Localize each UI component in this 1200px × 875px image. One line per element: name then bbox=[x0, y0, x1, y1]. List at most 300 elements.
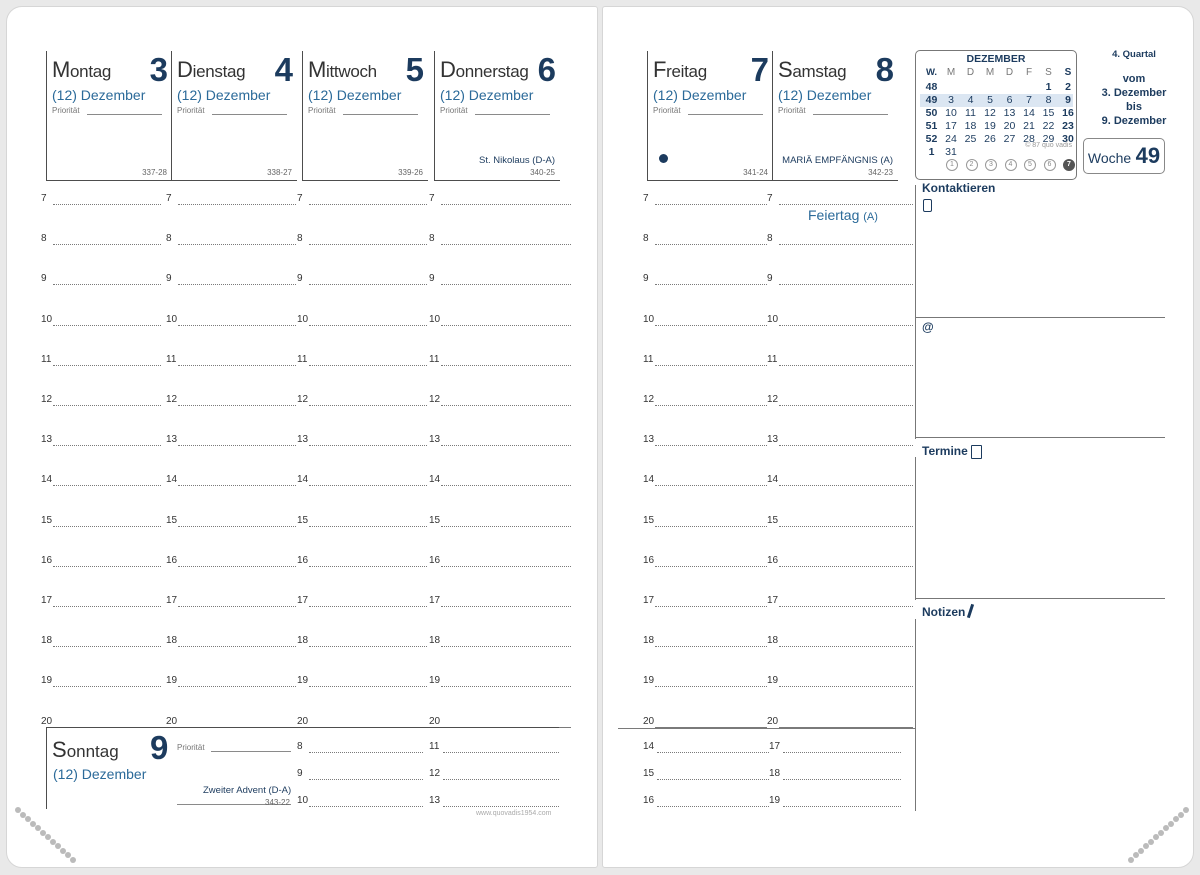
hour-line[interactable] bbox=[779, 526, 913, 527]
hour-line[interactable] bbox=[655, 606, 767, 607]
hour-line[interactable] bbox=[441, 365, 571, 366]
hour-line[interactable] bbox=[309, 566, 427, 567]
decoration-dot bbox=[1173, 816, 1179, 822]
hour-line[interactable] bbox=[178, 646, 296, 647]
hour-line[interactable] bbox=[309, 405, 427, 406]
hour-line[interactable] bbox=[53, 526, 161, 527]
hour-label: 9 bbox=[297, 768, 303, 779]
decoration-dot bbox=[1163, 825, 1169, 831]
hour-line[interactable] bbox=[657, 806, 769, 807]
sunday-priority-label: Priorität bbox=[177, 743, 205, 752]
hour-label: 10 bbox=[297, 795, 309, 806]
hour-label: 20 bbox=[429, 715, 441, 727]
hour-label: 13 bbox=[429, 434, 441, 446]
hour-line[interactable] bbox=[779, 244, 913, 245]
hour-line[interactable] bbox=[441, 606, 571, 607]
calendar-day[interactable]: 25 bbox=[964, 133, 977, 145]
hour-line[interactable] bbox=[657, 779, 769, 780]
hour-label: 14 bbox=[643, 741, 655, 752]
week-number-cell: 51 bbox=[925, 120, 938, 132]
hour-line[interactable] bbox=[309, 325, 427, 326]
weekday-circle[interactable]: 4 bbox=[1005, 159, 1017, 171]
hour-line[interactable] bbox=[309, 779, 423, 780]
calendar-day[interactable]: 12 bbox=[984, 107, 996, 119]
day-code: 337-28 bbox=[142, 168, 167, 177]
hour-label: 8 bbox=[297, 741, 303, 752]
day-name bbox=[778, 57, 846, 83]
hour-label: 7 bbox=[41, 193, 47, 204]
hour-line[interactable] bbox=[779, 284, 913, 285]
decoration-dot bbox=[1138, 848, 1144, 854]
day-month: (12) Dezember bbox=[177, 87, 271, 103]
hour-label: 11 bbox=[41, 353, 52, 365]
hour-label: 18 bbox=[41, 635, 53, 647]
weekday-circle[interactable]: 5 bbox=[1024, 159, 1036, 171]
hour-label: 10 bbox=[643, 313, 655, 325]
hour-label: 15 bbox=[767, 514, 779, 526]
day-name-initial: F bbox=[653, 57, 667, 82]
hour-label: 12 bbox=[166, 394, 178, 405]
sunday-left-rule bbox=[46, 727, 47, 809]
hour-line[interactable] bbox=[441, 646, 571, 647]
day-name-initial: D bbox=[177, 57, 193, 82]
hour-line[interactable] bbox=[178, 405, 296, 406]
hour-label: 17 bbox=[643, 595, 655, 606]
hour-label: 15 bbox=[643, 514, 655, 526]
hour-line[interactable] bbox=[441, 566, 571, 567]
decoration-dot bbox=[1158, 830, 1164, 836]
day-name-initial: M bbox=[52, 57, 71, 82]
hour-label: 12 bbox=[297, 394, 309, 405]
hour-label: 9 bbox=[41, 273, 47, 285]
hour-line[interactable] bbox=[441, 526, 571, 527]
decoration-dot bbox=[1133, 852, 1139, 858]
hour-line[interactable] bbox=[783, 779, 901, 780]
week-number-cell: 48 bbox=[925, 81, 938, 93]
day-number: 3 bbox=[149, 51, 168, 88]
hour-label: 18 bbox=[429, 635, 441, 647]
calendar-day[interactable]: 11 bbox=[965, 107, 976, 119]
hour-line[interactable] bbox=[779, 405, 913, 406]
priority-label: Priorität bbox=[778, 106, 806, 115]
calendar-day[interactable]: 15 bbox=[1042, 107, 1055, 119]
hour-line[interactable] bbox=[655, 526, 767, 527]
hour-label: 18 bbox=[643, 635, 655, 647]
hour-line[interactable] bbox=[53, 606, 161, 607]
hour-label: 8 bbox=[429, 233, 435, 245]
hour-line[interactable] bbox=[53, 244, 161, 245]
week-col-header: W. bbox=[925, 67, 938, 78]
day-number: 6 bbox=[537, 51, 556, 88]
hour-line[interactable] bbox=[441, 204, 571, 205]
hour-line[interactable] bbox=[178, 204, 296, 205]
calendar-day[interactable]: 20 bbox=[1003, 120, 1016, 132]
contact-section bbox=[915, 185, 1166, 439]
day-month: (12) Dezember bbox=[308, 87, 402, 103]
hour-line[interactable] bbox=[309, 526, 427, 527]
hour-label: 14 bbox=[767, 474, 779, 486]
hour-line[interactable] bbox=[441, 405, 571, 406]
day-number: 8 bbox=[875, 51, 894, 88]
hour-label: 19 bbox=[41, 675, 53, 687]
hour-label: 10 bbox=[297, 313, 309, 325]
hour-label: 7 bbox=[166, 193, 172, 204]
hour-label: 13 bbox=[643, 434, 655, 446]
hour-label: 16 bbox=[297, 554, 309, 566]
day-number: 4 bbox=[274, 51, 293, 88]
hour-line[interactable] bbox=[779, 485, 913, 486]
hour-line[interactable] bbox=[655, 445, 767, 446]
weekday-circle[interactable]: 2 bbox=[966, 159, 978, 171]
hour-line[interactable] bbox=[53, 686, 161, 687]
hour-line[interactable] bbox=[655, 204, 767, 205]
hour-label: 9 bbox=[166, 273, 172, 285]
sunday-holiday: Zweiter Advent (D-A) bbox=[203, 785, 292, 796]
sunday-month: (12) Dezember bbox=[53, 766, 147, 782]
priority-label: Priorität bbox=[653, 106, 681, 115]
calendar-day[interactable]: 18 bbox=[964, 120, 977, 132]
hour-line[interactable] bbox=[443, 779, 559, 780]
hour-label: 12 bbox=[643, 394, 655, 405]
hour-label: 14 bbox=[166, 474, 178, 486]
hour-label: 9 bbox=[643, 273, 649, 285]
day-code: 340-25 bbox=[530, 168, 555, 177]
hour-line[interactable] bbox=[655, 244, 767, 245]
hour-line[interactable] bbox=[779, 686, 913, 687]
hour-label: 17 bbox=[297, 595, 309, 606]
left-page bbox=[6, 6, 598, 868]
weekday-header: F bbox=[1025, 67, 1033, 78]
hour-line[interactable] bbox=[178, 566, 296, 567]
hour-line[interactable] bbox=[783, 806, 901, 807]
hour-label: 16 bbox=[41, 554, 53, 566]
calendar-day[interactable]: 2 bbox=[1065, 81, 1071, 93]
hour-line[interactable] bbox=[655, 325, 767, 326]
hour-label: 20 bbox=[41, 715, 53, 727]
priority-line bbox=[212, 114, 287, 115]
calendar-day[interactable]: 1 bbox=[1045, 81, 1052, 93]
footer-url: www.quovadis1954.com bbox=[476, 810, 552, 817]
hour-line[interactable] bbox=[178, 445, 296, 446]
hour-line[interactable] bbox=[783, 752, 901, 753]
friday-dot-icon bbox=[659, 154, 668, 163]
phone-icon bbox=[923, 199, 932, 212]
day-name bbox=[52, 57, 111, 83]
hour-label: 15 bbox=[429, 514, 441, 526]
hour-label: 16 bbox=[643, 795, 655, 806]
weekday-circle[interactable]: 3 bbox=[985, 159, 997, 171]
day-name-rest: amstag bbox=[792, 62, 847, 81]
sunday-code: 343-22 bbox=[265, 798, 290, 807]
hour-line[interactable] bbox=[779, 445, 913, 446]
hour-label: 12 bbox=[429, 768, 441, 779]
day-header bbox=[772, 51, 898, 181]
week-number-cell: 50 bbox=[925, 107, 938, 119]
weekday-circle[interactable]: 1 bbox=[946, 159, 958, 171]
quarter-label: 4. Quartal bbox=[1112, 49, 1156, 60]
hour-line[interactable] bbox=[53, 284, 161, 285]
hour-line[interactable] bbox=[178, 325, 296, 326]
right-lower-rule bbox=[618, 728, 915, 729]
calendar-day[interactable]: 7 bbox=[1026, 94, 1032, 106]
calendar-day[interactable]: 4 bbox=[967, 94, 974, 106]
hour-line[interactable] bbox=[443, 752, 559, 753]
hour-line[interactable] bbox=[655, 485, 767, 486]
hour-line[interactable] bbox=[309, 244, 427, 245]
weekday-header: M bbox=[985, 67, 995, 78]
calendar-day[interactable]: 5 bbox=[987, 94, 993, 106]
hour-label: 19 bbox=[166, 675, 178, 687]
calendar-day[interactable]: 28 bbox=[1023, 133, 1035, 145]
hour-line[interactable] bbox=[53, 485, 161, 486]
day-code: 339-26 bbox=[398, 168, 423, 177]
hour-line[interactable] bbox=[309, 445, 427, 446]
hour-line[interactable] bbox=[178, 485, 296, 486]
hour-label: 13 bbox=[297, 434, 309, 446]
weekday-header: D bbox=[966, 67, 975, 78]
hour-line[interactable] bbox=[441, 485, 571, 486]
hour-line[interactable] bbox=[443, 806, 559, 807]
hour-label: 12 bbox=[41, 394, 53, 405]
hour-line[interactable] bbox=[53, 445, 161, 446]
priority-line bbox=[87, 114, 162, 115]
calendar-day[interactable]: 17 bbox=[945, 120, 957, 132]
day-month: (12) Dezember bbox=[778, 87, 872, 103]
day-name bbox=[177, 57, 245, 83]
day-code: 341-24 bbox=[743, 168, 768, 177]
hour-label: 7 bbox=[767, 193, 773, 204]
hour-label: 12 bbox=[767, 394, 779, 405]
hour-label: 7 bbox=[643, 193, 649, 204]
hour-label: 20 bbox=[297, 715, 309, 727]
calendar-day[interactable]: 26 bbox=[984, 133, 996, 145]
decoration-dot bbox=[1178, 812, 1184, 818]
calendar-day[interactable]: 23 bbox=[1062, 120, 1074, 132]
hour-line[interactable] bbox=[309, 646, 427, 647]
hour-label: 20 bbox=[166, 715, 178, 727]
day-header bbox=[171, 51, 297, 181]
notes-left-rule bbox=[915, 619, 916, 811]
calendar-day[interactable]: 10 bbox=[945, 107, 957, 119]
hour-line[interactable] bbox=[441, 686, 571, 687]
weekday-circle[interactable]: 7 bbox=[1063, 159, 1075, 171]
hour-line[interactable] bbox=[53, 566, 161, 567]
right-page bbox=[602, 6, 1194, 868]
hour-line[interactable] bbox=[53, 365, 161, 366]
calendar-day[interactable]: 21 bbox=[1023, 120, 1035, 132]
hour-line[interactable] bbox=[309, 686, 427, 687]
quarter-bis: bis bbox=[1126, 101, 1142, 113]
hour-label: 10 bbox=[41, 313, 53, 325]
day-name-initial: S bbox=[778, 57, 793, 82]
hour-line[interactable] bbox=[655, 686, 767, 687]
calendar-day[interactable]: 31 bbox=[945, 146, 957, 158]
hour-label: 17 bbox=[166, 595, 178, 606]
priority-label: Priorität bbox=[177, 106, 205, 115]
hour-line[interactable] bbox=[655, 365, 767, 366]
hour-label: 11 bbox=[429, 353, 440, 365]
hour-line[interactable] bbox=[53, 405, 161, 406]
calendar-day[interactable]: 14 bbox=[1023, 107, 1035, 119]
day-name bbox=[653, 57, 707, 83]
calendar-day[interactable]: 9 bbox=[1065, 94, 1071, 106]
notes-title: Notizen bbox=[922, 605, 966, 619]
hour-label: 19 bbox=[769, 795, 781, 806]
weekday-circle[interactable]: 6 bbox=[1044, 159, 1056, 171]
calendar-day[interactable]: 6 bbox=[1006, 94, 1013, 106]
holiday-label: MARIÄ EMPFÄNGNIS (A) bbox=[782, 155, 893, 166]
hour-label: 10 bbox=[166, 313, 178, 325]
day-name-initial: D bbox=[440, 57, 456, 82]
sunday-name: Sonntag bbox=[52, 737, 119, 762]
hour-label: 17 bbox=[767, 595, 779, 606]
hour-line[interactable] bbox=[779, 325, 913, 326]
hour-label: 14 bbox=[643, 474, 655, 486]
priority-label: Priorität bbox=[440, 106, 468, 115]
contact-divider bbox=[915, 317, 1165, 318]
appointments-top-rule bbox=[915, 437, 1165, 438]
day-name-rest: ienstag bbox=[192, 62, 246, 81]
hour-line[interactable] bbox=[178, 686, 296, 687]
hour-label: 19 bbox=[767, 675, 779, 687]
contact-title: Kontaktieren bbox=[922, 181, 996, 195]
hour-line[interactable] bbox=[655, 646, 767, 647]
hour-line[interactable] bbox=[779, 606, 913, 607]
hour-line[interactable] bbox=[441, 284, 571, 285]
sunday-number: 9 bbox=[150, 729, 169, 766]
week-number-cell: 49 bbox=[925, 94, 938, 106]
calendar-day[interactable]: 13 bbox=[1003, 107, 1016, 119]
hour-line[interactable] bbox=[53, 204, 161, 205]
hour-label: 8 bbox=[767, 233, 773, 245]
hour-label: 19 bbox=[643, 675, 655, 687]
hour-line[interactable] bbox=[309, 204, 427, 205]
hour-line[interactable] bbox=[779, 646, 913, 647]
hour-label: 9 bbox=[767, 273, 773, 285]
day-month: (12) Dezember bbox=[52, 87, 146, 103]
hour-line[interactable] bbox=[309, 752, 423, 753]
hour-label: 18 bbox=[769, 768, 781, 779]
hour-label: 20 bbox=[767, 715, 779, 727]
hour-line[interactable] bbox=[309, 284, 427, 285]
hour-label: 16 bbox=[429, 554, 441, 566]
hour-line[interactable] bbox=[178, 526, 296, 527]
calendar-day[interactable]: 30 bbox=[1062, 133, 1074, 145]
hour-label: 8 bbox=[297, 233, 303, 245]
sunday-priority-line bbox=[211, 751, 291, 752]
hour-line[interactable] bbox=[178, 365, 296, 366]
hour-line[interactable] bbox=[178, 606, 296, 607]
hour-line[interactable] bbox=[655, 284, 767, 285]
mini-calendar-copyright: © 87 quo vadis bbox=[1025, 142, 1072, 149]
day-name-rest: ontag bbox=[70, 62, 112, 81]
calendar-day[interactable]: 16 bbox=[1062, 107, 1074, 119]
day-name-rest: onnerstag bbox=[455, 62, 529, 81]
holiday-label: St. Nikolaus (D-A) bbox=[478, 155, 555, 166]
day-name-rest: reitag bbox=[666, 62, 707, 81]
day-header bbox=[434, 51, 560, 181]
hour-label: 13 bbox=[41, 434, 53, 446]
weekday-header: S bbox=[1064, 67, 1072, 78]
hour-label: 8 bbox=[643, 233, 649, 245]
decoration-dot bbox=[1183, 807, 1189, 813]
hour-label: 11 bbox=[297, 353, 308, 365]
hour-line[interactable] bbox=[779, 365, 913, 366]
hour-label: 16 bbox=[166, 554, 178, 566]
notepad-icon bbox=[971, 445, 982, 459]
hour-label: 20 bbox=[643, 715, 655, 727]
hour-line[interactable] bbox=[441, 244, 571, 245]
hour-label: 18 bbox=[767, 635, 779, 647]
week-box bbox=[1083, 138, 1165, 174]
hour-line[interactable] bbox=[779, 566, 913, 567]
priority-label: Priorität bbox=[52, 106, 80, 115]
week-label: Woche bbox=[1087, 150, 1132, 166]
day-number: 5 bbox=[405, 51, 424, 88]
priority-label: Priorität bbox=[308, 106, 336, 115]
hour-line[interactable] bbox=[309, 365, 427, 366]
hour-line[interactable] bbox=[655, 566, 767, 567]
hour-label: 14 bbox=[41, 474, 53, 486]
hour-label: 14 bbox=[429, 474, 441, 486]
hour-line[interactable] bbox=[53, 646, 161, 647]
hour-line[interactable] bbox=[779, 204, 913, 205]
calendar-day[interactable]: 3 bbox=[948, 94, 954, 106]
week-number: 49 bbox=[1135, 143, 1161, 168]
priority-line bbox=[475, 114, 550, 115]
calendar-day[interactable]: 27 bbox=[1003, 133, 1016, 145]
hour-label: 16 bbox=[767, 554, 779, 566]
day-name bbox=[440, 57, 529, 83]
decoration-dot bbox=[1148, 839, 1154, 845]
hour-label: 10 bbox=[429, 313, 441, 325]
hour-line[interactable] bbox=[178, 244, 296, 245]
week-number-cell: 52 bbox=[925, 133, 938, 145]
calendar-day[interactable]: 24 bbox=[945, 133, 957, 145]
day-month: (12) Dezember bbox=[440, 87, 534, 103]
hour-line[interactable] bbox=[309, 606, 427, 607]
pen-icon bbox=[967, 604, 974, 618]
decoration-dot bbox=[1128, 857, 1134, 863]
calendar-day[interactable]: 22 bbox=[1042, 120, 1055, 132]
calendar-day[interactable]: 8 bbox=[1045, 94, 1052, 106]
hour-line[interactable] bbox=[441, 445, 571, 446]
hour-label: 15 bbox=[297, 514, 309, 526]
hour-label: 19 bbox=[297, 675, 309, 687]
hour-line[interactable] bbox=[53, 325, 161, 326]
hour-line[interactable] bbox=[178, 284, 296, 285]
decoration-dot bbox=[1153, 834, 1159, 840]
decoration-dot bbox=[70, 857, 76, 863]
day-month: (12) Dezember bbox=[653, 87, 747, 103]
hour-line[interactable] bbox=[309, 485, 427, 486]
priority-line bbox=[688, 114, 763, 115]
hour-line[interactable] bbox=[441, 325, 571, 326]
hour-label: 15 bbox=[166, 514, 178, 526]
calendar-day[interactable]: 29 bbox=[1042, 133, 1055, 145]
week-number-cell: 1 bbox=[928, 146, 935, 158]
hour-label: 9 bbox=[429, 273, 435, 285]
hour-label: 17 bbox=[41, 595, 53, 606]
weekday-header: M bbox=[946, 67, 956, 78]
hour-label: 7 bbox=[429, 193, 435, 204]
hour-line[interactable] bbox=[655, 405, 767, 406]
calendar-day[interactable]: 19 bbox=[984, 120, 996, 132]
hour-line[interactable] bbox=[309, 806, 423, 807]
weekday-header: S bbox=[1045, 67, 1052, 78]
hour-line[interactable] bbox=[657, 752, 769, 753]
hour-label: 15 bbox=[643, 768, 655, 779]
